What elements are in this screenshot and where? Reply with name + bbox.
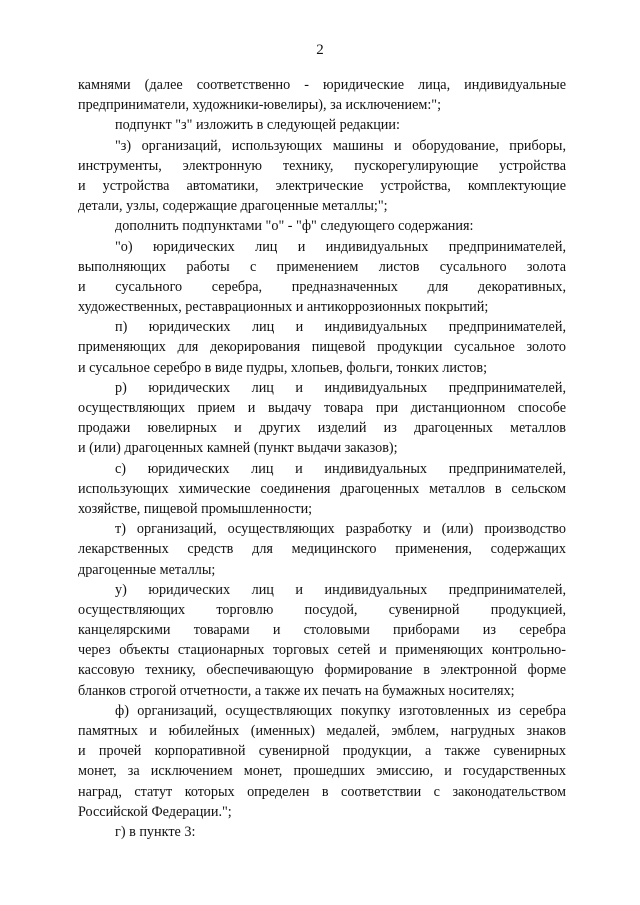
text-line: продажи ювелирных и других изделий из драгоценных металлов <box>78 420 566 437</box>
text-line: драгоценные металлы; <box>78 561 216 578</box>
text-line: у) юридических лиц и индивидуальных предпринимателей, <box>115 581 566 598</box>
text-line: и сусального серебра, предназначенных для декоративных, <box>78 278 566 295</box>
text-line: выполняющих работы с применением листов сусального золота <box>78 258 566 275</box>
text-line: дополнить подпунктами "о" - "ф" следующего содержания: <box>115 218 474 235</box>
text-line: "о) юридических лиц и индивидуальных предпринимателей, <box>115 238 566 255</box>
text-line: инструменты, электронную технику, пускорегулирующие устройства <box>78 157 566 174</box>
text-line: г) в пункте 3: <box>115 823 196 840</box>
text-line: детали, узлы, содержащие драгоценные металлы;"; <box>78 198 388 215</box>
text-line: и устройства автоматики, электрические устройства, комплектующие <box>78 177 566 194</box>
text-line: канцелярскими товарами и столовыми приборами из серебра <box>78 622 566 639</box>
text-line: с) юридических лиц и индивидуальных предпринимателей, <box>115 460 566 477</box>
text-line: п) юридических лиц и индивидуальных предпринимателей, <box>115 319 566 336</box>
text-line: Российской Федерации."; <box>78 803 232 820</box>
text-line: памятных и юбилейных (именных) медалей, эмблем, нагрудных знаков <box>78 723 566 739</box>
text-line: использующих химические соединения драгоценных металлов в сельском <box>78 480 566 497</box>
text-line: и (или) драгоценных камней (пункт выдачи заказов); <box>78 440 398 457</box>
text-line: камнями (далее соответственно - юридические лица, индивидуальные <box>78 77 566 93</box>
text-line: бланков строгой отчетности, а также их печать на бумажных носителях; <box>78 682 515 699</box>
text-line: осуществляющих прием и выдачу товара при дистанционном способе <box>78 400 566 416</box>
text-line: наград, статут которых определен в соответствии с законодательством <box>78 783 566 800</box>
document-body <box>78 75 566 842</box>
text-line: р) юридических лиц и индивидуальных предпринимателей, <box>115 379 566 396</box>
text-line: художественных, реставрационных и антикоррозионных покрытий; <box>78 299 489 316</box>
text-line: монет, за исключением монет, прошедших эмиссию, и государственных <box>78 763 566 780</box>
text-line: осуществляющих торговлю посудой, сувенирной продукцией, <box>78 601 566 618</box>
text-line: т) организаций, осуществляющих разработку и (или) производство <box>115 521 566 538</box>
text-line: ф) организаций, осуществляющих покупку изготовленных из серебра <box>115 702 566 719</box>
text-line: хозяйстве, пищевой промышленности; <box>78 500 313 517</box>
page-number: 2 <box>316 42 324 58</box>
text-line: кассовую технику, обеспечивающую формирование в электронной форме <box>78 662 566 679</box>
text-line: предприниматели, художники-ювелиры), за исключением:"; <box>78 97 442 114</box>
text-line: лекарственных средств для медицинского применения, содержащих <box>78 541 566 558</box>
text-line: и прочей корпоративной сувенирной продукции, а также сувенирных <box>78 743 566 760</box>
text-line: и сусальное серебро в виде пудры, хлопьев, фольги, тонких листов; <box>78 359 488 376</box>
text-line: применяющих для декорирования пищевой продукции сусальное золото <box>78 339 566 356</box>
text-line: через объекты стационарных торговых сетей и применяющих контрольно- <box>78 642 566 659</box>
text-line: "з) организаций, использующих машины и оборудование, приборы, <box>115 137 566 154</box>
text-line: подпункт "з" изложить в следующей редакции: <box>115 117 400 134</box>
